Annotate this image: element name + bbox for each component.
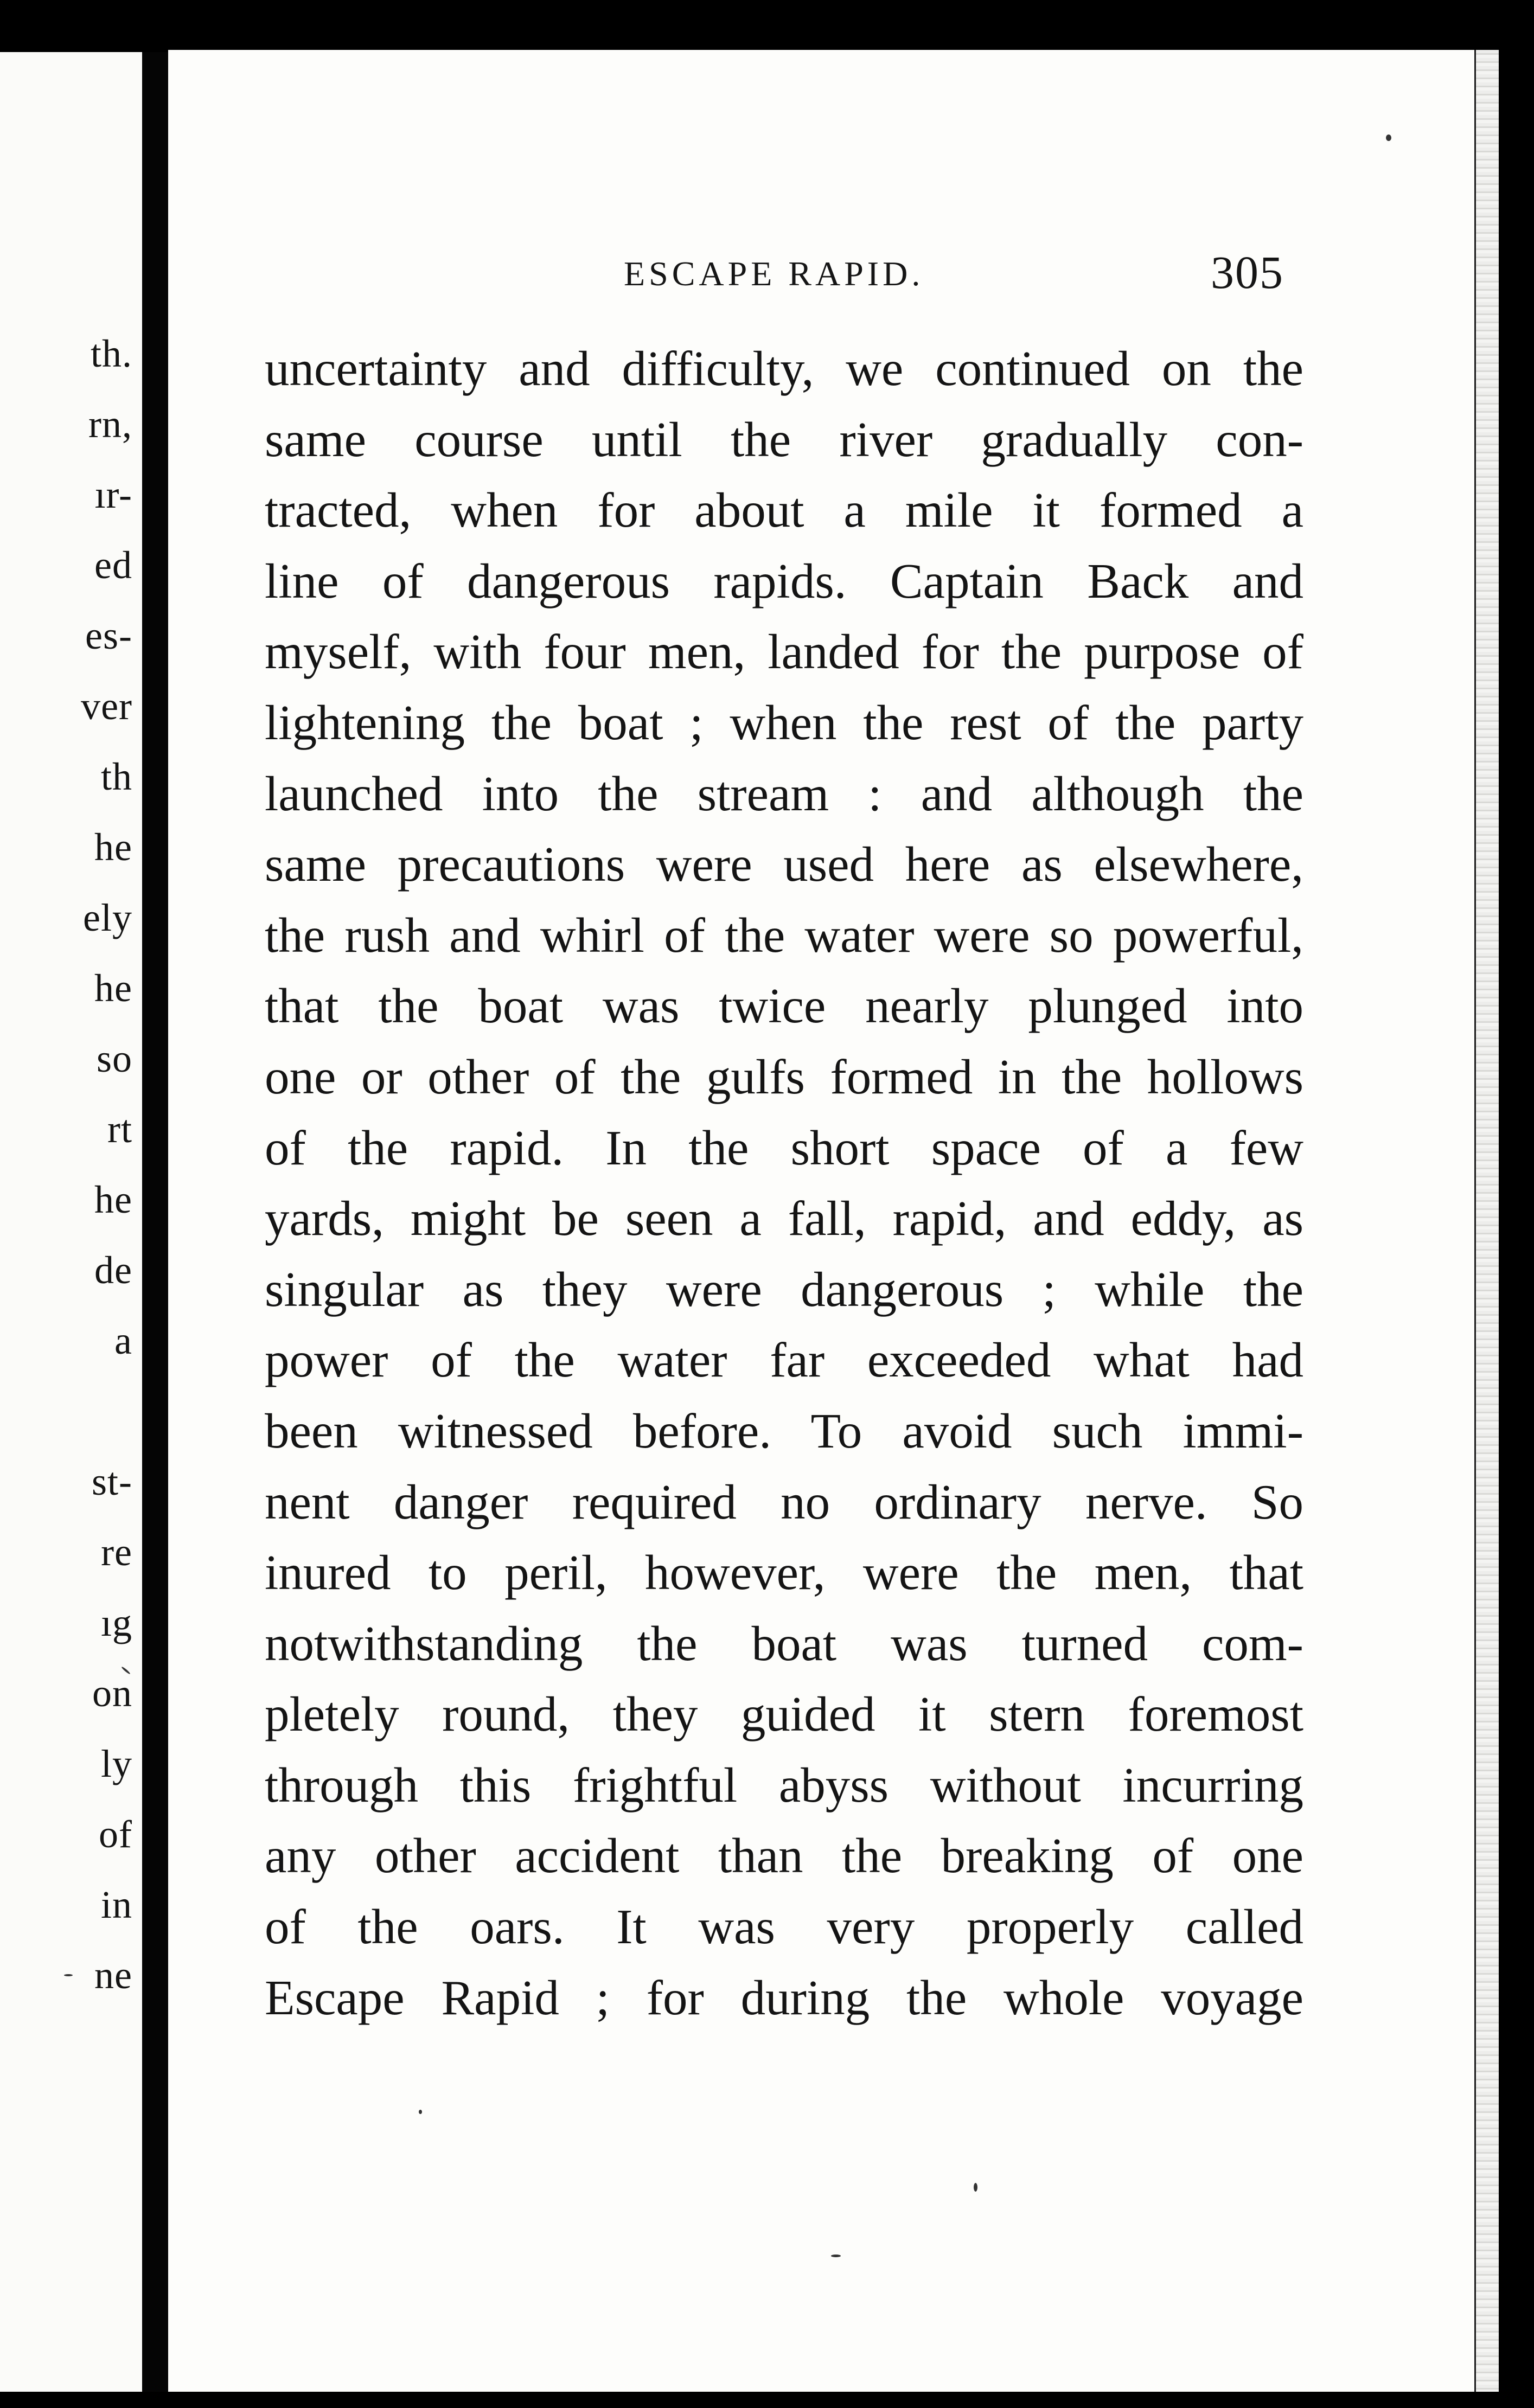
paper-speck <box>974 2183 977 2192</box>
text-line: nent danger required no ordinary nerve. So <box>265 1474 1303 1529</box>
page-edge <box>1474 50 1499 2392</box>
text-line: been witnessed before. To avoid such immi- <box>265 1403 1303 1458</box>
left-line-fragment: ır- <box>94 473 132 516</box>
left-line-fragment: of <box>99 1813 132 1856</box>
running-head: ESCAPE RAPID. <box>624 254 924 293</box>
left-line-fragment: ly <box>100 1742 132 1785</box>
text-line: of the rapid. In the short space of a few <box>265 1120 1303 1175</box>
left-line-fragment: he <box>94 825 132 869</box>
left-line-fragment: rt <box>107 1107 132 1151</box>
text-line: same precautions were used here as elsewhere, <box>265 837 1303 892</box>
text-line: notwithstanding the boat was turned com- <box>265 1616 1303 1671</box>
left-line-fragment: th <box>100 755 132 798</box>
text-line: power of the water far exceeded what had <box>265 1333 1303 1388</box>
left-line-fragment: on <box>92 1671 132 1715</box>
text-line: lightening the boat ; when the rest of the party <box>265 695 1303 750</box>
left-line-fragment: ıg <box>100 1601 132 1644</box>
text-line: of the oars. It was very properly called <box>265 1899 1303 1955</box>
text-line: singular as they were dangerous ; while the <box>265 1261 1303 1317</box>
left-line-fragment: he <box>94 966 132 1010</box>
left-line-fragment: es- <box>85 614 132 657</box>
body-text <box>265 334 1303 2033</box>
text-line: myself, with four men, landed for the purpose of <box>265 624 1303 680</box>
text-line: line of dangerous rapids. Captain Back and <box>265 553 1303 609</box>
left-line-fragment: ely <box>83 896 132 939</box>
text-line: tracted, when for about a mile it formed a <box>265 483 1303 538</box>
text-line: any other accident than the breaking of one <box>265 1828 1303 1884</box>
left-line-fragment: he <box>94 1178 132 1221</box>
left-line-fragment: th. <box>90 332 132 375</box>
left-line-fragment: so <box>96 1037 132 1080</box>
text-line: that the boat was twice nearly plunged into <box>265 978 1303 1034</box>
book-gutter <box>142 52 168 2392</box>
text-line: pletely round, they guided it stern foremost <box>265 1687 1303 1742</box>
text-line: inured to peril, however, were the men, that <box>265 1545 1303 1600</box>
left-line-fragment: ed <box>94 543 132 587</box>
left-line-fragment: st- <box>92 1460 132 1503</box>
left-line-fragment: re <box>101 1530 132 1574</box>
text-line: uncertainty and difficulty, we continued on the <box>265 341 1303 396</box>
text-line: the rush and whirl of the water were so powerful, <box>265 907 1303 963</box>
paper-speck <box>831 2255 841 2257</box>
left-line-fragment: a <box>114 1319 132 1362</box>
left-line-fragment: rn, <box>88 402 132 446</box>
text-line: yards, might be seen a fall, rapid, and eddy, as <box>265 1191 1303 1246</box>
text-line: same course until the river gradually con- <box>265 412 1303 467</box>
left-line-fragment: de <box>94 1248 132 1292</box>
previous-page-fragment <box>0 52 142 2392</box>
paper-speck <box>1386 135 1391 141</box>
text-line: one or other of the gulfs formed in the hollows <box>265 1049 1303 1104</box>
left-line-fragment: ver <box>81 684 132 728</box>
left-line-fragment: in <box>100 1883 132 1926</box>
paper-speck <box>419 2110 422 2114</box>
text-line: through this frightful abyss without incurring <box>265 1757 1303 1813</box>
left-line-fragment: ne <box>94 1954 132 1997</box>
paper-speck <box>64 1974 73 1976</box>
page-number: 305 <box>1211 246 1284 298</box>
text-line: Escape Rapid ; for during the whole voyage <box>265 1970 1303 2025</box>
text-line: launched into the stream : and although the <box>265 766 1303 821</box>
